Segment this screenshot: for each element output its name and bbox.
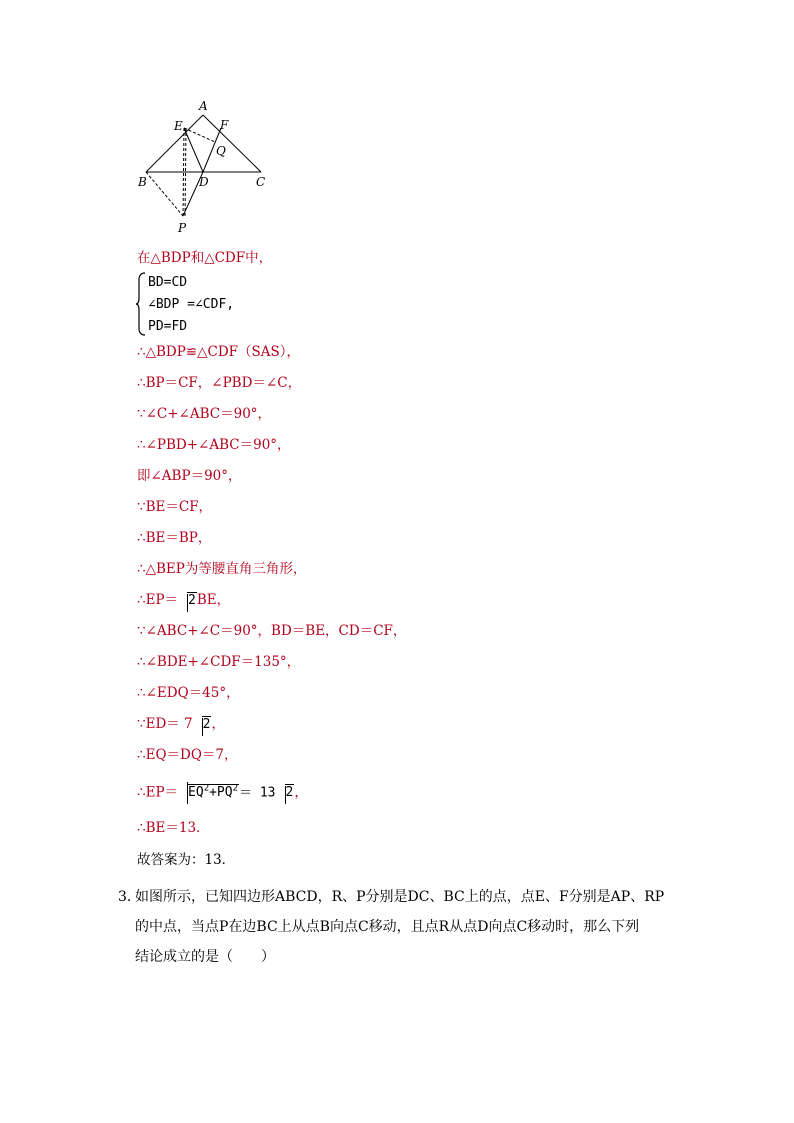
question-text: 如图所示，已知四边形ABCD，R、P分别是DC、BC上的点，点E、F分别是AP、RP (135, 889, 665, 905)
label-q: Q (216, 144, 226, 158)
label-a: A (199, 99, 208, 113)
question-text: 的中点，当点P在边BC上从点B向点C移动，且点R从点D向点C移动时，那么下列 (135, 919, 640, 935)
label-e: E (174, 119, 183, 133)
solution-line: ∴∠EDQ＝45°， (137, 685, 240, 701)
question-3 (118, 882, 683, 972)
solution-line: 在△BDP和△CDF中， (137, 250, 273, 266)
superscript: 2 (203, 784, 210, 794)
sqrt-symbol (276, 784, 295, 802)
text-fragment: EQ (188, 785, 204, 801)
solution-line: ∴BE＝BP， (137, 530, 212, 546)
text-fragment: BE， (196, 592, 231, 608)
solution-line (137, 780, 308, 802)
label-p: P (178, 221, 187, 235)
solution-line: 即∠ABP＝90°， (137, 468, 242, 484)
superscript: 2 (232, 784, 239, 794)
label-f: F (220, 118, 229, 132)
solution-line: ∴∠PBD+∠ABC＝90°， (137, 437, 291, 453)
text-fragment: ∴EP＝ (137, 784, 179, 801)
text-fragment: ∵ED＝ 7 (137, 716, 193, 732)
answer-line: 故答案为：13． (137, 852, 236, 868)
solution-line: ∴∠BDE+∠CDF＝135°， (137, 654, 301, 670)
radicand: 2 (202, 717, 211, 732)
solution-line: ∴△BDP≌△CDF（SAS）， (137, 344, 301, 360)
text-fragment: ， (211, 716, 225, 732)
radicand: 2 (285, 785, 294, 801)
radicand (187, 784, 239, 800)
text-fragment: +PQ (209, 785, 233, 801)
solution-line: ∴BE＝13． (137, 820, 210, 836)
solution-line: ∴EQ＝DQ＝7， (137, 747, 238, 763)
sqrt-symbol (193, 716, 212, 734)
question-number: 3． (118, 889, 141, 905)
geometry-figure (128, 94, 278, 239)
text-fragment: ＝ 13 (239, 785, 276, 801)
system-eq-1: BD=CD (148, 275, 188, 290)
radicand: 2 (188, 593, 196, 608)
solution-line: ∴△BEP为等腰直角三角形， (137, 561, 307, 577)
solution-line: ∴BP＝CF，∠PBD＝∠C， (137, 375, 302, 391)
solution-line (137, 715, 225, 734)
solution-line: ∵BE＝CF， (137, 499, 213, 515)
brace-icon (135, 272, 147, 336)
system-eq-3: PD=FD (148, 319, 188, 334)
sqrt-symbol (178, 780, 239, 802)
solution-line (137, 591, 230, 610)
label-d: D (199, 175, 209, 189)
label-c: C (256, 175, 266, 189)
sqrt-symbol (178, 592, 197, 610)
solution-line: ∵∠ABC+∠C＝90°，BD＝BE，CD＝CF， (137, 623, 407, 639)
question-text: 结论成立的是（ ） (135, 949, 275, 965)
system-eq-2: ∠BDP =∠CDF, (148, 297, 235, 312)
solution-line: ∵∠C+∠ABC＝90°， (137, 406, 272, 422)
text-fragment: ， (294, 784, 308, 801)
text-fragment: ∴EP＝ (137, 592, 179, 608)
label-b: B (138, 175, 147, 189)
